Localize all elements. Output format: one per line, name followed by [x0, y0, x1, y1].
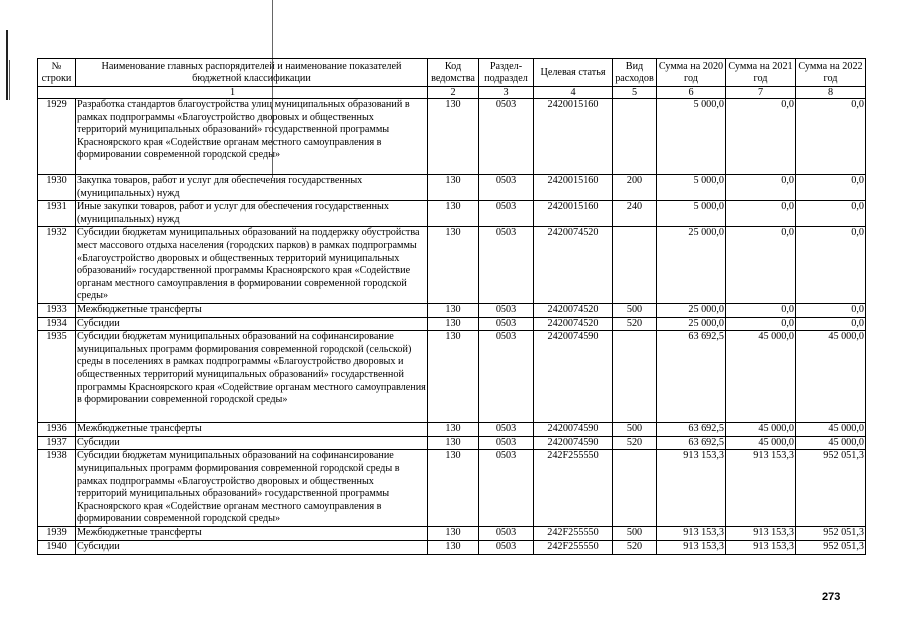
- row-number: 1934: [38, 317, 76, 331]
- row-number: 1936: [38, 423, 76, 437]
- row-name: Субсидии: [76, 540, 428, 554]
- row-kind: 500: [613, 423, 657, 437]
- table-row: [38, 450, 866, 527]
- table-row: [38, 527, 866, 541]
- budget-table: [37, 58, 866, 555]
- table-row: [38, 99, 866, 175]
- column-number: 1: [38, 87, 428, 99]
- row-section: 0503: [479, 331, 534, 423]
- table-row: [38, 227, 866, 304]
- row-kind: 200: [613, 175, 657, 201]
- column-number: 5: [613, 87, 657, 99]
- column-number: 2: [428, 87, 479, 99]
- table-row: [38, 175, 866, 201]
- row-sum-2021: 0,0: [726, 201, 796, 227]
- row-sum-2022: 45 000,0: [796, 423, 866, 437]
- row-dept-code: 130: [428, 540, 479, 554]
- row-dept-code: 130: [428, 527, 479, 541]
- row-section: 0503: [479, 201, 534, 227]
- header-row-no: № строки: [38, 59, 76, 87]
- row-section: 0503: [479, 450, 534, 527]
- row-target: 242F255550: [534, 450, 613, 527]
- row-section: 0503: [479, 175, 534, 201]
- row-sum-2020: 5 000,0: [657, 201, 726, 227]
- row-sum-2020: 63 692,5: [657, 331, 726, 423]
- row-dept-code: 130: [428, 450, 479, 527]
- row-sum-2021: 0,0: [726, 303, 796, 317]
- row-sum-2020: 913 153,3: [657, 527, 726, 541]
- row-dept-code: 130: [428, 331, 479, 423]
- scan-page-edge-inner: [9, 60, 10, 100]
- row-section: 0503: [479, 540, 534, 554]
- row-target: 2420074590: [534, 436, 613, 450]
- row-sum-2020: 25 000,0: [657, 317, 726, 331]
- row-sum-2022: 45 000,0: [796, 436, 866, 450]
- row-kind: [613, 331, 657, 423]
- row-target: 2420074520: [534, 317, 613, 331]
- row-number: 1938: [38, 450, 76, 527]
- row-kind: [613, 99, 657, 175]
- row-target: 2420015160: [534, 175, 613, 201]
- header-kind: Вид расходов: [613, 59, 657, 87]
- row-dept-code: 130: [428, 436, 479, 450]
- table-row: [38, 317, 866, 331]
- row-number: 1937: [38, 436, 76, 450]
- row-dept-code: 130: [428, 175, 479, 201]
- row-name: Субсидии бюджетам муниципальных образований на поддержку обустройства мест массового отдыха населения (городских парков) в рамках подпрограммы «Благоустройство дворовых и общественных территорий муниципальных образований» государственной программы Красноярского края «Содействие органам местного самоуправления в формировании современной городской среды»: [76, 227, 428, 304]
- row-section: 0503: [479, 227, 534, 304]
- row-sum-2021: 0,0: [726, 317, 796, 331]
- row-dept-code: 130: [428, 99, 479, 175]
- row-dept-code: 130: [428, 423, 479, 437]
- row-section: 0503: [479, 527, 534, 541]
- row-name: Разработка стандартов благоустройства улиц муниципальных образований в рамках подпрограммы «Благоустройство дворовых и общественных территорий муниципальных образований» государственной программы Красноярского края «Содействие органам местного самоуправления в формировании современной городской среды»: [76, 99, 428, 175]
- row-sum-2022: 0,0: [796, 175, 866, 201]
- row-dept-code: 130: [428, 303, 479, 317]
- row-dept-code: 130: [428, 317, 479, 331]
- header-sum-2021: Сумма на 2021 год: [726, 59, 796, 87]
- row-sum-2022: 45 000,0: [796, 331, 866, 423]
- table-row: [38, 201, 866, 227]
- row-dept-code: 130: [428, 201, 479, 227]
- row-target: 2420015160: [534, 99, 613, 175]
- row-sum-2021: 913 153,3: [726, 450, 796, 527]
- row-number: 1940: [38, 540, 76, 554]
- row-sum-2020: 5 000,0: [657, 99, 726, 175]
- row-sum-2020: 25 000,0: [657, 303, 726, 317]
- row-number: 1929: [38, 99, 76, 175]
- row-name: Субсидии: [76, 317, 428, 331]
- header-target: Целевая статья: [534, 59, 613, 87]
- row-target: 2420074520: [534, 303, 613, 317]
- row-section: 0503: [479, 317, 534, 331]
- table-row: [38, 540, 866, 554]
- row-section: 0503: [479, 99, 534, 175]
- row-sum-2022: 952 051,3: [796, 527, 866, 541]
- row-target: 2420015160: [534, 201, 613, 227]
- row-name: Иные закупки товаров, работ и услуг для обеспечения государственных (муниципальных) нужд: [76, 201, 428, 227]
- row-sum-2022: 0,0: [796, 227, 866, 304]
- row-kind: 500: [613, 303, 657, 317]
- row-sum-2022: 952 051,3: [796, 540, 866, 554]
- header-sum-2022: Сумма на 2022 год: [796, 59, 866, 87]
- row-number: 1932: [38, 227, 76, 304]
- row-dept-code: 130: [428, 227, 479, 304]
- row-kind: 240: [613, 201, 657, 227]
- row-target: 2420074590: [534, 423, 613, 437]
- row-name: Межбюджетные трансферты: [76, 303, 428, 317]
- row-kind: 520: [613, 540, 657, 554]
- row-kind: [613, 450, 657, 527]
- row-number: 1935: [38, 331, 76, 423]
- row-target: 2420074590: [534, 331, 613, 423]
- row-sum-2022: 0,0: [796, 99, 866, 175]
- row-target: 2420074520: [534, 227, 613, 304]
- row-number: 1939: [38, 527, 76, 541]
- row-target: 242F255550: [534, 540, 613, 554]
- header-sum-2020: Сумма на 2020 год: [657, 59, 726, 87]
- row-sum-2021: 45 000,0: [726, 331, 796, 423]
- row-kind: 500: [613, 527, 657, 541]
- row-number: 1931: [38, 201, 76, 227]
- column-number-row: [38, 87, 866, 99]
- row-sum-2020: 25 000,0: [657, 227, 726, 304]
- row-sum-2022: 0,0: [796, 201, 866, 227]
- row-sum-2020: 913 153,3: [657, 540, 726, 554]
- row-sum-2020: 913 153,3: [657, 450, 726, 527]
- column-number: 6: [657, 87, 726, 99]
- column-number: 7: [726, 87, 796, 99]
- row-sum-2021: 913 153,3: [726, 527, 796, 541]
- row-name: Субсидии: [76, 436, 428, 450]
- row-sum-2020: 63 692,5: [657, 423, 726, 437]
- header-dept: Код ведомства: [428, 59, 479, 87]
- row-sum-2021: 0,0: [726, 227, 796, 304]
- row-sum-2020: 63 692,5: [657, 436, 726, 450]
- row-number: 1933: [38, 303, 76, 317]
- row-name: Субсидии бюджетам муниципальных образований на софинансирование муниципальных программ формирования современной городской среды в рамках подпрограммы «Благоустройство дворовых и общественных территорий муниципальных образований» государственной программы Красноярского края «Содействие органам местного самоуправления в формировании современной городской среды»: [76, 450, 428, 527]
- row-section: 0503: [479, 423, 534, 437]
- row-kind: [613, 227, 657, 304]
- row-sum-2021: 45 000,0: [726, 436, 796, 450]
- scan-page-edge: [6, 30, 8, 100]
- table-row: [38, 436, 866, 450]
- column-number: 8: [796, 87, 866, 99]
- row-sum-2021: 0,0: [726, 99, 796, 175]
- row-kind: 520: [613, 436, 657, 450]
- row-name: Субсидии бюджетам муниципальных образований на софинансирование муниципальных программ формирования современной городской (сельской) среды в поселениях в рамках подпрограммы «Благоустройство дворовых и общественных территорий муниципальных образований» государственной программы Красноярского края «Содействие органам местного самоуправления в формировании современной городской среды»: [76, 331, 428, 423]
- header-section: Раздел-подраздел: [479, 59, 534, 87]
- row-name: Закупка товаров, работ и услуг для обеспечения государственных (муниципальных) нужд: [76, 175, 428, 201]
- table-row: [38, 303, 866, 317]
- row-name: Межбюджетные трансферты: [76, 527, 428, 541]
- page-number: 273: [822, 591, 841, 603]
- row-sum-2022: 0,0: [796, 317, 866, 331]
- row-sum-2022: 952 051,3: [796, 450, 866, 527]
- row-name: Межбюджетные трансферты: [76, 423, 428, 437]
- row-kind: 520: [613, 317, 657, 331]
- column-number: 3: [479, 87, 534, 99]
- table-row: [38, 331, 866, 423]
- header-row: [38, 59, 866, 87]
- row-sum-2021: 0,0: [726, 175, 796, 201]
- row-section: 0503: [479, 436, 534, 450]
- header-name: Наименование главных распорядителей и наименование показателей бюджетной классификации: [76, 59, 428, 87]
- row-sum-2021: 45 000,0: [726, 423, 796, 437]
- row-sum-2021: 913 153,3: [726, 540, 796, 554]
- row-section: 0503: [479, 303, 534, 317]
- table-row: [38, 423, 866, 437]
- row-target: 242F255550: [534, 527, 613, 541]
- row-number: 1930: [38, 175, 76, 201]
- row-sum-2020: 5 000,0: [657, 175, 726, 201]
- column-number: 4: [534, 87, 613, 99]
- row-sum-2022: 0,0: [796, 303, 866, 317]
